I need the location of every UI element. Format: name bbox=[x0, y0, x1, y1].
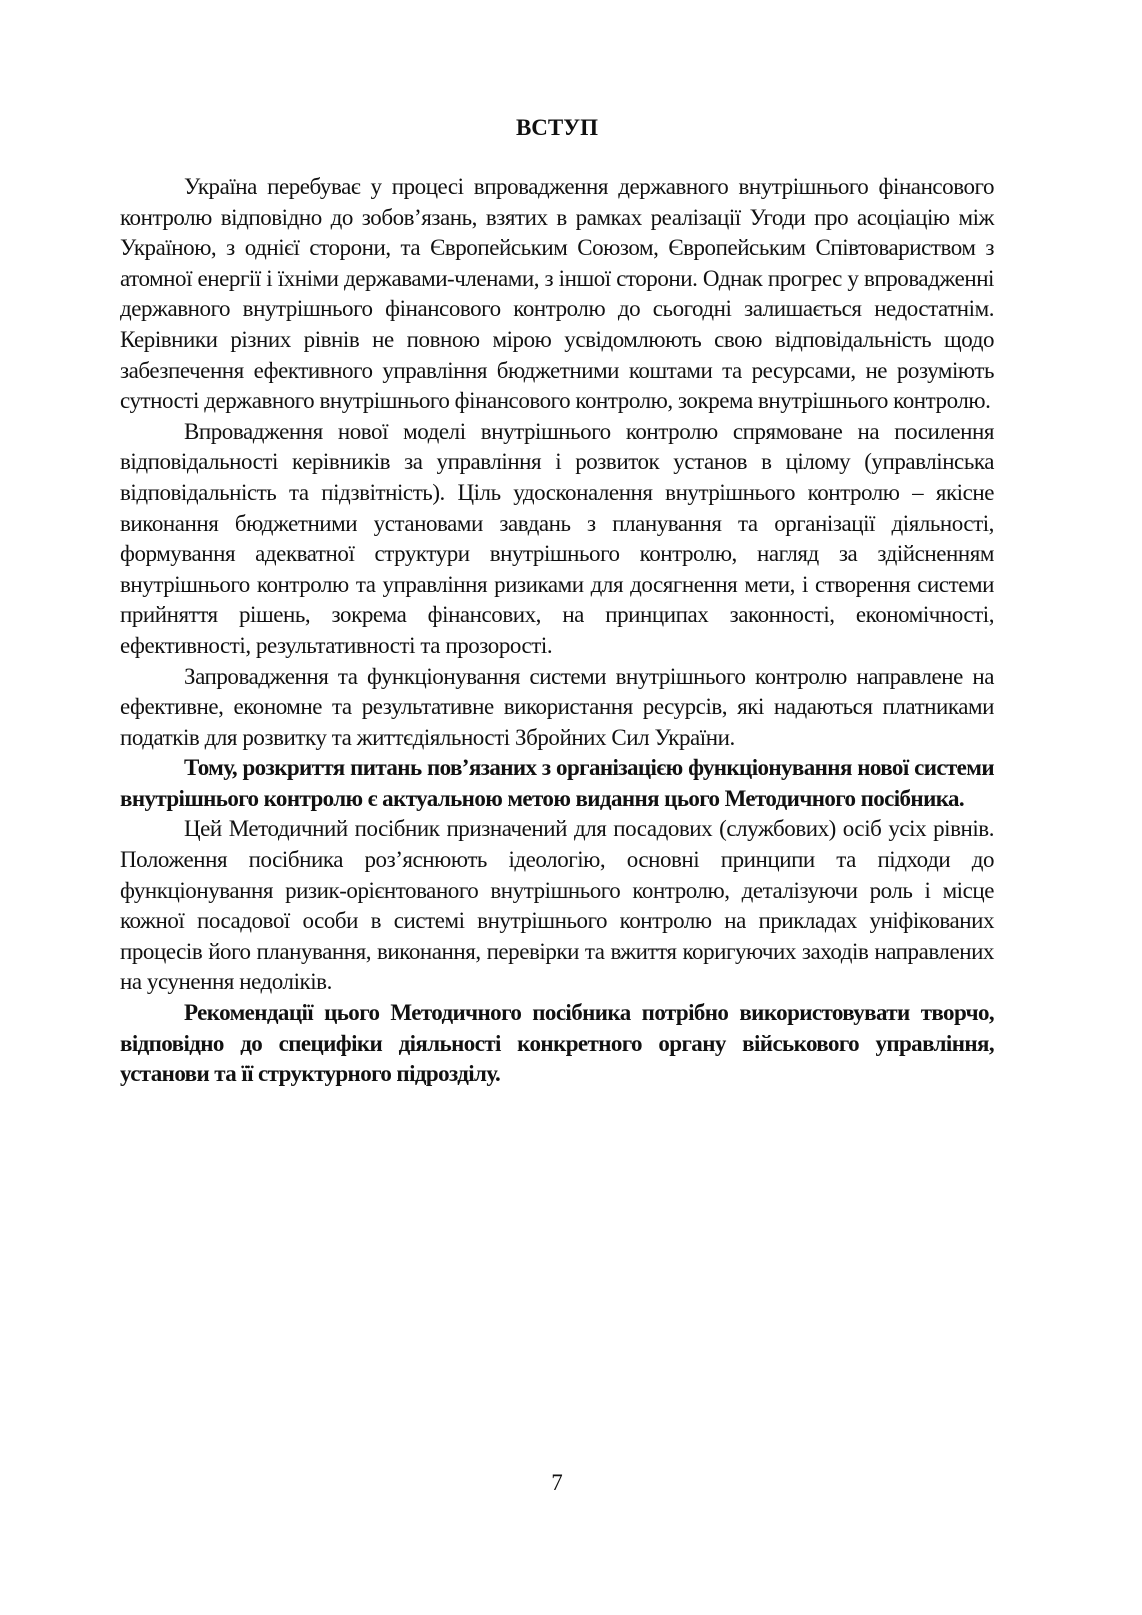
page-number: 7 bbox=[551, 1470, 563, 1495]
paragraph-2: Впровадження нової моделі внутрішнього контролю спрямоване на посилення відповідальності керівників за управління і розвиток установ в цілому (управлінська відповідальність та підзвітність). Ціль удосконалення внутрішнього контролю – якісне виконання бюджетними установами завдань з планування та організації діяльності, формування адекватної структури внутрішнього контролю, нагляд за здійсненням внутрішнього контролю та управління ризиками для досягнення мети, і створення системи прийняття рішень, зокрема фінансових, на принципах законності, економічності, ефективності, результативності та прозорості. bbox=[120, 418, 994, 658]
paragraph-6-bold: Рекомендації цього Методичного посібника потрібно використовувати творчо, відповідно до специфіки діяльності конкретного органу військового управління, установи та її структурного підрозділу. bbox=[120, 1000, 994, 1087]
document-body bbox=[120, 172, 994, 1090]
page-title: ВСТУП bbox=[515, 115, 599, 140]
paragraph-5: Цей Методичний посібник призначений для посадових (службових) осіб усіх рівнів. Положення посібника роз’яснюють ідеологію, основні принципи та підходи до функціонування ризик-орієнтованого внутрішнього контролю, деталізуючи роль і місце кожної посадової особи в системі внутрішнього контролю на прикладах уніфікованих процесів його планування, виконання, перевірки та вжиття коригуючих заходів направлених на усунення недоліків. bbox=[120, 816, 994, 995]
paragraph-1: Україна перебуває у процесі впровадження державного внутрішнього фінансового контролю відповідно до зобов’язань, взятих в рамках реалізації Угоди про асоціацію між Україною, з однієї сторони, та Європейським Союзом, Європейським Співтовариством з атомної енергії і їхніми державами-членами, з іншої сторони. Однак прогрес у впровадженні державного внутрішнього фінансового контролю до сьогодні залишається недостатнім. Керівники різних рівнів не повною мірою усвідомлюють свою відповідальність щодо забезпечення ефективного управління бюджетними коштами та ресурсами, не розуміють сутності державного внутрішнього фінансового контролю, зокрема внутрішнього контролю. bbox=[120, 174, 994, 414]
paragraph-3: Запровадження та функціонування системи внутрішнього контролю направлене на ефективне, економне та результативне використання ресурсів, які надаються платниками податків для розвитку та життєдіяльності Збройних Сил України. bbox=[120, 663, 994, 750]
paragraph-4-bold: Тому, розкриття питань пов’язаних з організацією функціонування нової системи внутрішнього контролю є актуальною метою видання цього Методичного посібника. bbox=[120, 755, 994, 811]
